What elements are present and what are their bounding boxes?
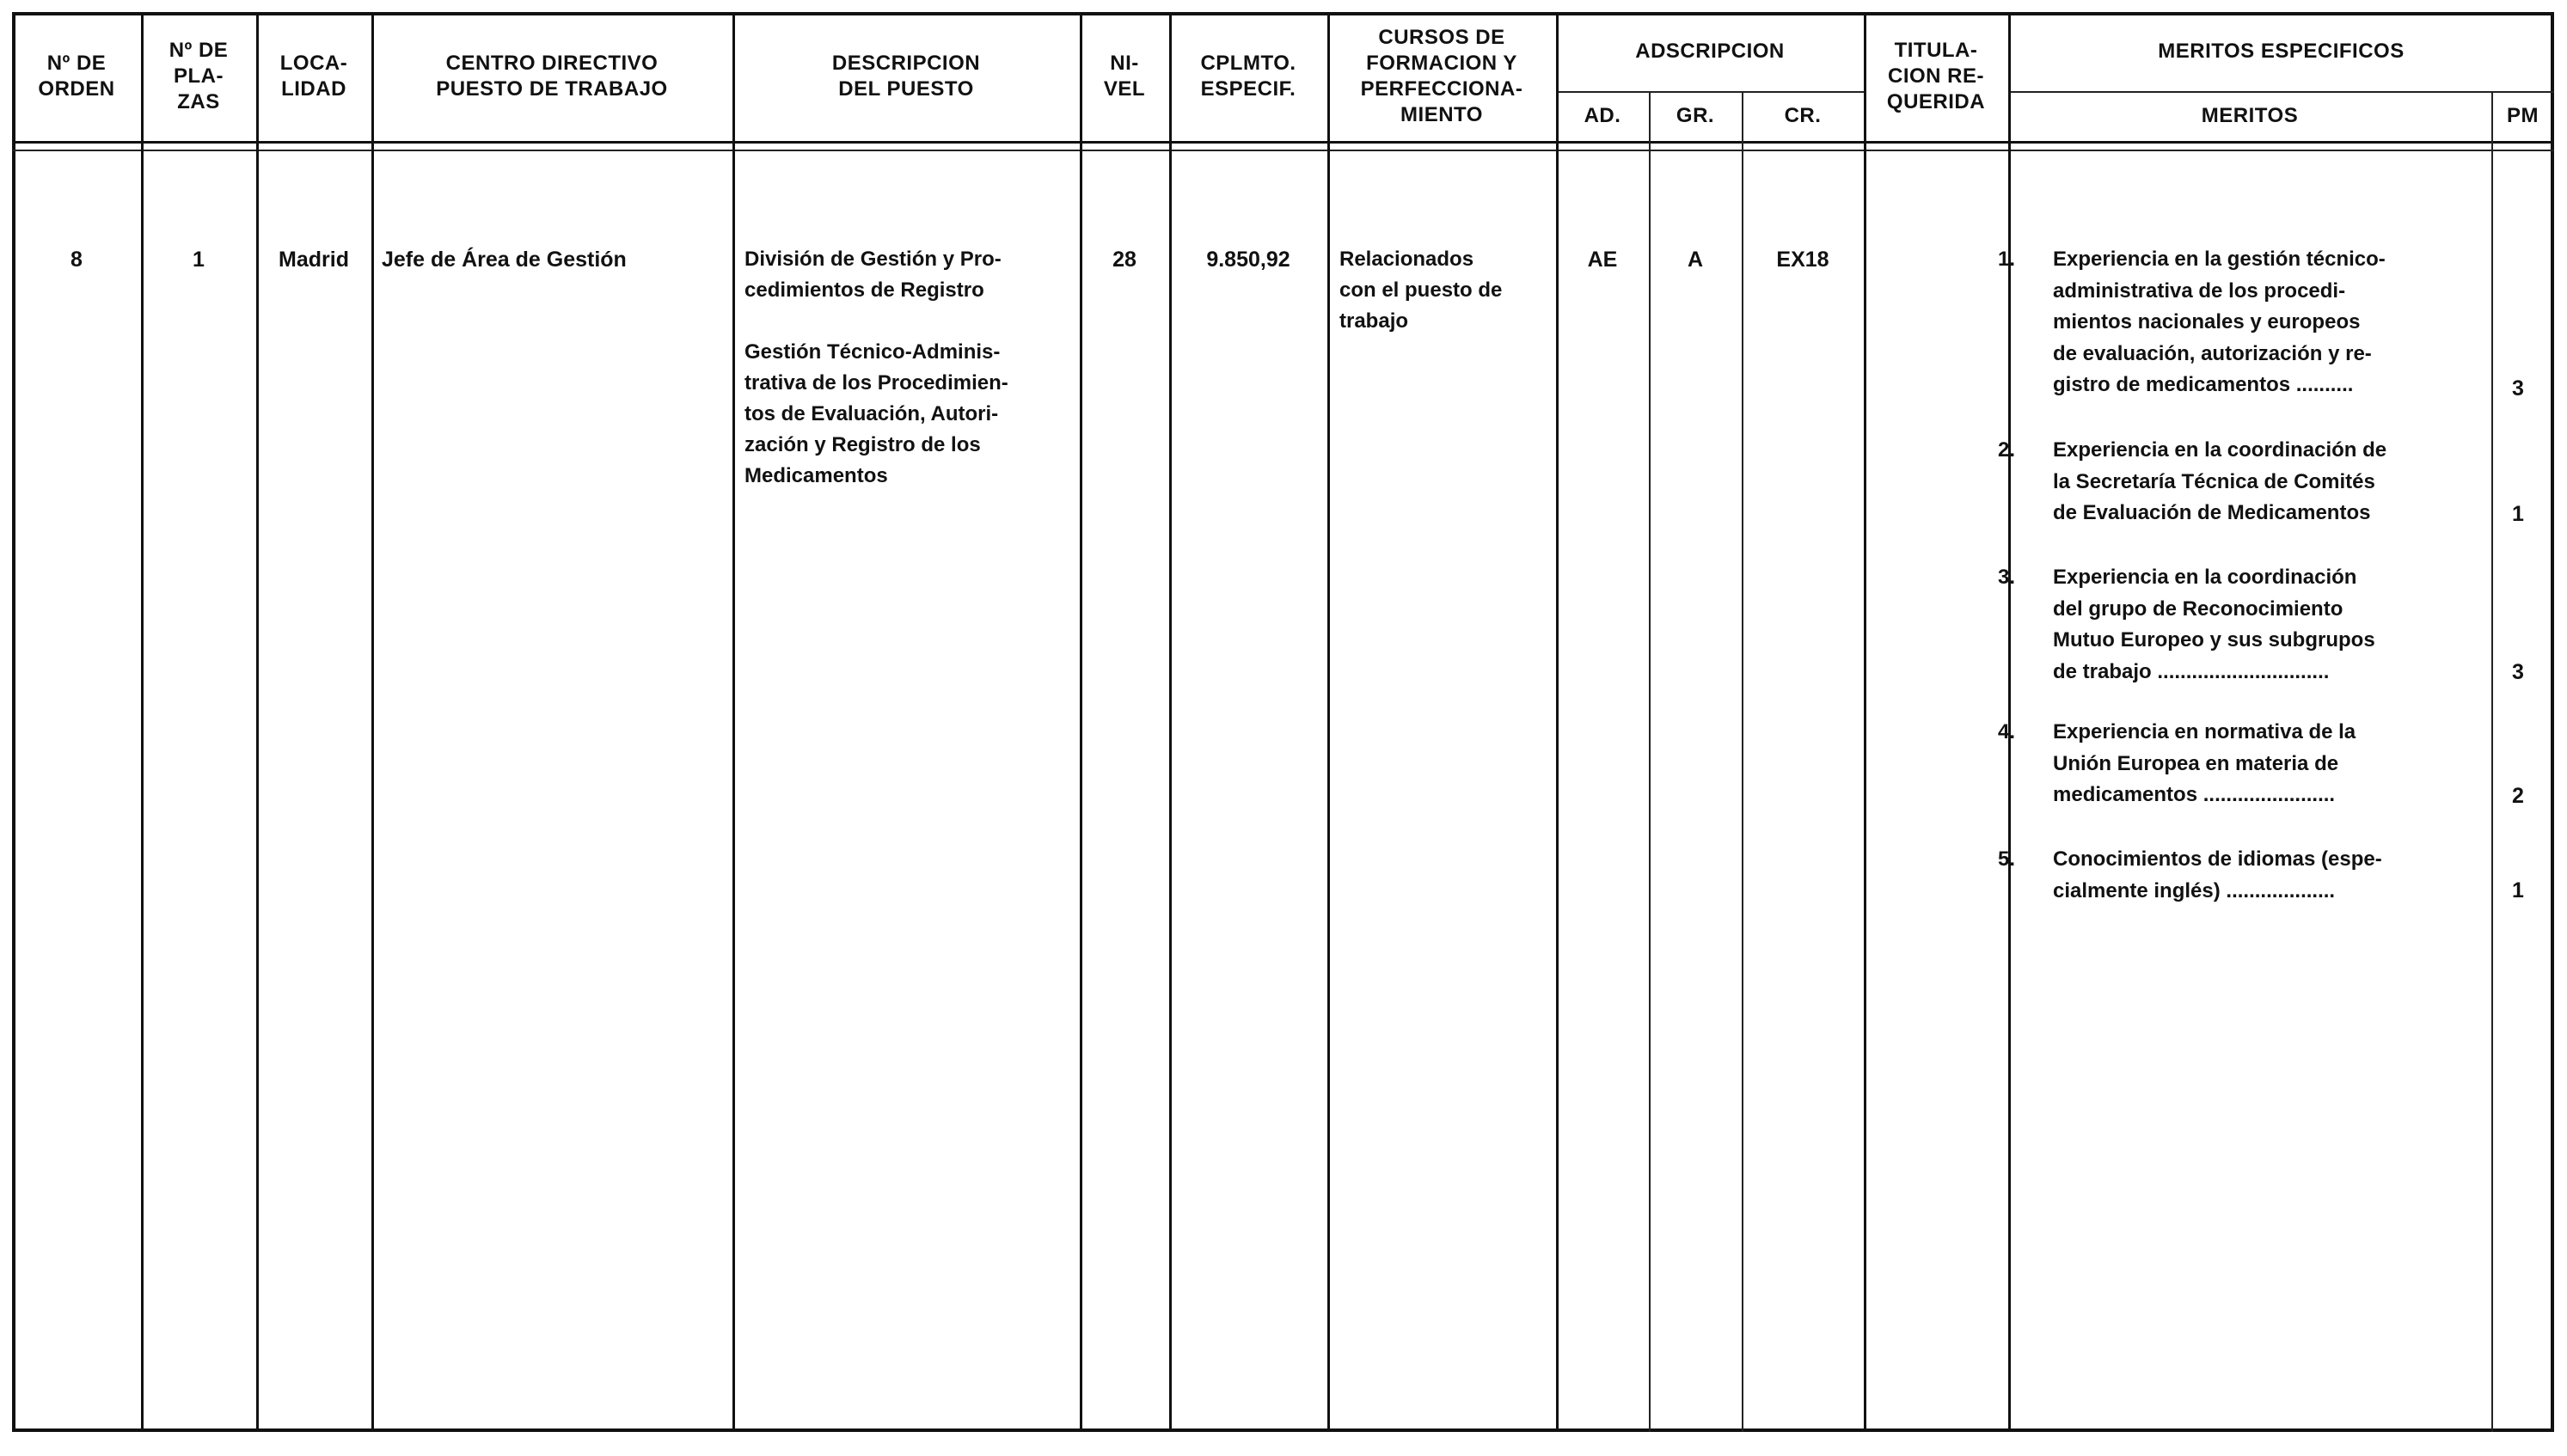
row-gr: A	[1687, 248, 1704, 272]
merit-number: 3.	[1998, 566, 2016, 589]
header-rule-bottom	[12, 150, 2554, 151]
merit-text: Experiencia en la coordinación de la Secretaría Técnica de Comités de Evaluación de Medicamentos	[2053, 438, 2387, 524]
row-ad: AE	[1587, 248, 1618, 272]
row-plazas: 1	[193, 248, 205, 272]
merit-item-3	[1998, 562, 2479, 691]
merit-number: 1.	[1998, 248, 2016, 271]
header-nivel: NI- VEL	[1103, 52, 1146, 101]
row-centro: Jefe de Área de Gestión	[382, 248, 627, 272]
col-sep-2	[256, 12, 259, 1432]
col-sep-10	[1742, 91, 1743, 1432]
row-localidad: Madrid	[279, 248, 349, 272]
col-sep-7	[1327, 12, 1330, 1432]
row-nivel: 28	[1112, 248, 1136, 272]
merit-text: Experiencia en la gestión técnico- administrativa de los procedi- mientos nacionales y europeos de evaluación, autorización y re- gistro de medicamentos ..........	[2053, 248, 2386, 396]
col-sep-5	[1080, 12, 1082, 1432]
merit-pm-4: 2	[2512, 784, 2524, 808]
header-plazas: Nº DE PLA- ZAS	[168, 39, 229, 113]
merit-text: Experiencia en normativa de la Unión Europea en materia de medicamentos .......................	[2053, 720, 2356, 806]
row-complemento: 9.850,92	[1206, 248, 1290, 272]
col-sep-8	[1556, 12, 1559, 1432]
merit-pm-2: 1	[2512, 502, 2524, 526]
header-pm: PM	[2507, 104, 2539, 127]
header-meritos: MERITOS	[2201, 104, 2299, 127]
col-sep-9	[1649, 91, 1651, 1432]
header-ad: AD.	[1584, 104, 1621, 127]
header-localidad: LOCA- LIDAD	[279, 52, 348, 101]
col-sep-1	[141, 12, 144, 1432]
header-rule-top	[12, 141, 2554, 144]
header-complemento: CPLMTO. ESPECIF.	[1200, 52, 1296, 101]
header-meritos-especificos: MERITOS ESPECIFICOS	[2158, 40, 2405, 63]
header-cursos: CURSOS DE FORMACION Y PERFECCIONA- MIENTO	[1360, 26, 1523, 126]
header-adscripcion: ADSCRIPCION	[1635, 40, 1785, 63]
header-centro: CENTRO DIRECTIVO PUESTO DE TRABAJO	[436, 52, 668, 101]
merit-text: Conocimientos de idiomas (espe- cialmente inglés) ...................	[2053, 847, 2382, 902]
merit-pm-1: 3	[2512, 376, 2524, 401]
merit-number: 4.	[1998, 720, 2016, 743]
header-cr: CR.	[1784, 104, 1822, 127]
col-sep-4	[732, 12, 735, 1432]
header-orden: Nº DE ORDEN	[38, 52, 115, 101]
col-sep-3	[371, 12, 374, 1432]
header-gr: GR.	[1676, 104, 1715, 127]
col-sep-13	[2491, 91, 2493, 1432]
row-cr: EX18	[1776, 248, 1829, 272]
merit-pm-5: 1	[2512, 878, 2524, 902]
merit-number: 2.	[1998, 438, 2016, 462]
merit-text: Experiencia en la coordinación del grupo de Reconocimiento Mutuo Europeo y sus subgrupos de trabajo ..............................	[2053, 566, 2375, 683]
merit-item-2	[1998, 435, 2479, 538]
merit-number: 5.	[1998, 847, 2016, 871]
merit-pm-3: 3	[2512, 660, 2524, 684]
row-cursos: Relacionados con el puesto de trabajo	[1339, 248, 1503, 333]
header-descripcion: DESCRIPCION DEL PUESTO	[831, 52, 981, 101]
col-sep-11	[1864, 12, 1866, 1432]
col-sep-6	[1169, 12, 1172, 1432]
row-orden: 8	[70, 248, 83, 272]
merit-item-4	[1998, 717, 2479, 820]
header-titulacion: TITULA- CION RE- QUERIDA	[1886, 39, 1986, 113]
merit-item-5	[1998, 844, 2479, 913]
row-descripcion-1: División de Gestión y Pro- cedimientos de Registro	[744, 248, 1002, 302]
row-descripcion-2: Gestión Técnico-Adminis- trativa de los Procedimien- tos de Evaluación, Autori- zación y Registro de los Medicamentos	[744, 340, 1008, 487]
merit-item-1	[1998, 244, 2479, 407]
document-sheet	[12, 12, 2567, 1439]
